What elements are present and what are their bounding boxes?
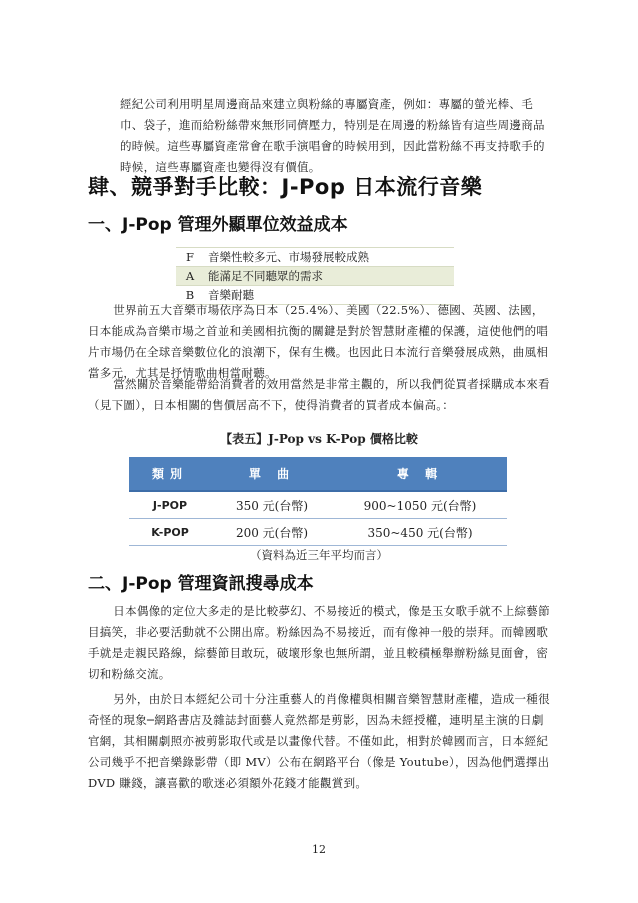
page-number: 12 [312,843,326,856]
fab-row [176,248,454,267]
intro-paragraph: 經紀公司利用明星周邊商品來建立與粉絲的專屬資產，例如：專屬的螢光棒、毛巾、袋子，進而給粉絲帶來無形同儕壓力，特別是在周邊的粉絲皆有這些周邊商品的時候。這些專屬資產常會在歌手演唱會的時候用到，因此當粉絲不再支持歌手的時候，這些專屬資產也變得沒有價值。 [120,97,545,174]
row-category: K-POP [129,519,211,546]
price-table [129,457,507,546]
subsection1-heading: 一、J-Pop 管理外顯單位效益成本 [88,215,348,235]
fab-table [176,247,454,305]
row-album: 900~1050 元(台幣) [333,491,507,519]
table-note: （資料為近三年平均而言） [250,548,388,562]
table-row [129,491,507,519]
header-album: 專 輯 [333,457,507,491]
price-table-header [129,457,507,491]
section-heading: 肆、競爭對手比較：J-Pop 日本流行音樂 [88,175,483,199]
row-category: J-POP [129,491,211,519]
copyright-paragraph: 另外，由於日本經紀公司十分注重藝人的肖像權與相關音樂智慧財產權，造成一種很奇怪的現象─網路書店及雜誌封面藝人竟然都是剪影，因為未經授權，連明星主演的日劇官網，其相關劇照亦被剪影取代或是以畫像代替。不僅如此，相對於韓國而言，日本經紀公司幾乎不把音樂錄影帶（即 MV）公布在網路平台（像是 Youtube），因為他們選擇出 DVD 賺錢，讓喜歡的歌迷必須額外花錢才能觀賞到。 [88,692,550,790]
fab-key: F [176,248,204,267]
fab-row [176,267,454,286]
table-caption: 【表五】J-Pop vs K-Pop 價格比較 [220,432,418,446]
row-single: 350 元(台幣) [211,491,333,519]
header-single: 單 曲 [211,457,333,491]
fab-text: 能滿足不同聽眾的需求 [204,267,454,286]
fab-text: 音樂性較多元、市場發展較成熟 [204,248,454,267]
fab-key: A [176,267,204,286]
subsection2-heading: 二、J-Pop 管理資訊搜尋成本 [88,574,314,594]
fab-text: 音樂耐聽 [204,286,454,305]
table-row [129,519,507,546]
header-category: 類別 [129,457,211,491]
fab-key: B [176,286,204,305]
row-single: 200 元(台幣) [211,519,333,546]
row-album: 350~450 元(台幣) [333,519,507,546]
cost-paragraph: 當然關於音樂能帶給消費者的效用當然是非常主觀的，所以我們從買者採購成本來看（見下圖），日本相關的售價居高不下，使得消費者的買者成本偏高。： [88,377,550,412]
idol-paragraph: 日本偶像的定位大多走的是比較夢幻、不易接近的模式，像是玉女歌手就不上綜藝節目搞笑，非必要活動就不公開出席。粉絲因為不易接近，而有像神一般的崇拜。而韓國歌手就是走親民路線，綜藝節目敢玩，破壞形象也無所謂，並且較積極舉辦粉絲見面會，密切和粉絲交流。 [88,604,550,681]
market-paragraph: 世界前五大音樂市場依序為日本（25.4%）、美國（22.5%）、德國、英國、法國，日本能成為音樂市場之首並和美國相抗衡的關鍵是對於智慧財產權的保護，這使他們的唱片市場仍在全球音樂數位化的浪潮下，保有生機。也因此日本流行音樂發展成熟，曲風相當多元，尤其是抒情歌曲相當耐聽。 [88,303,549,380]
